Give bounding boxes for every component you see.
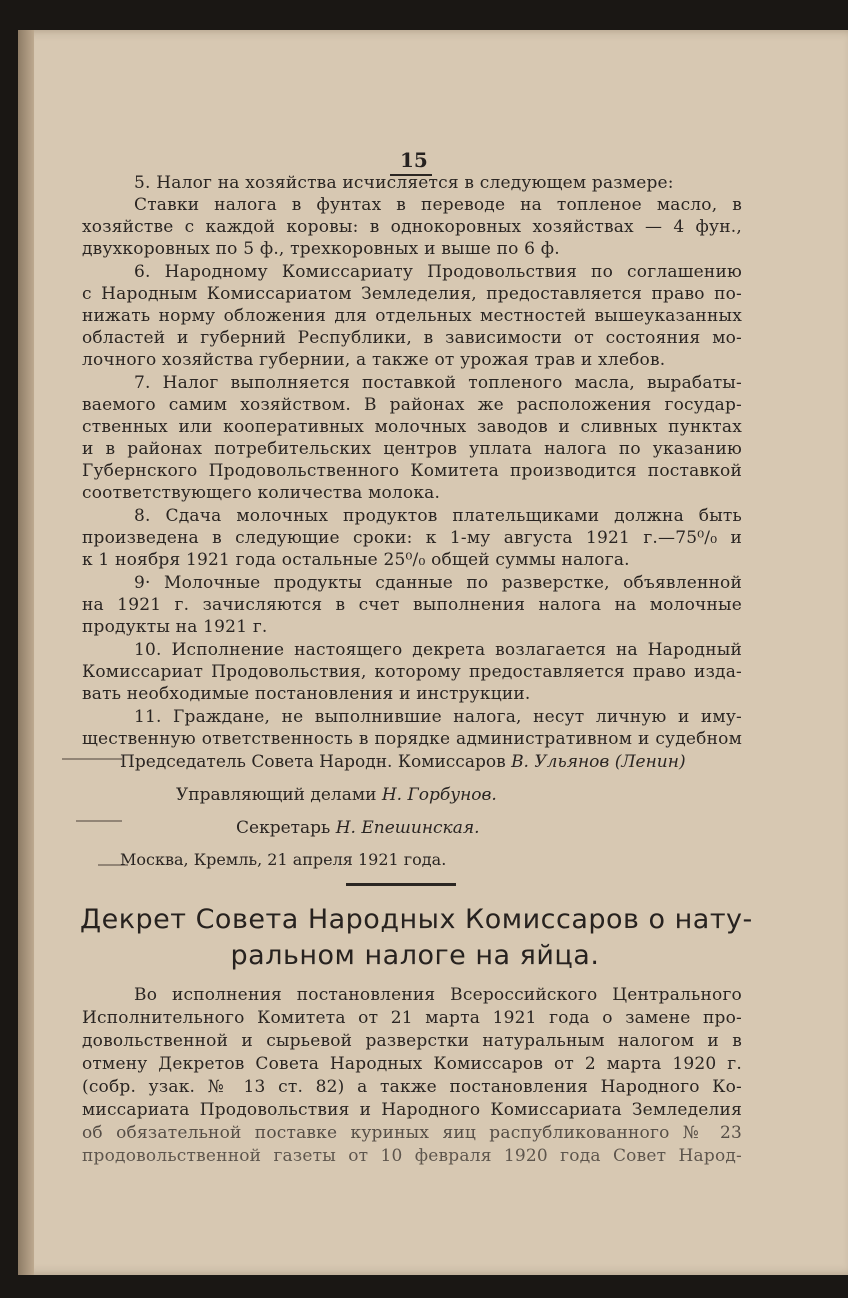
chairman-name: В. Ульянов (Ленин) (511, 752, 686, 772)
manager-title: Управляющий делами (176, 785, 377, 805)
body-line: 9· Молочные продукты сданные по разверстке, объявленной (134, 573, 742, 593)
body-line: двухкоровных по 5 ф., трехкоровных и выше по 6 ф. (82, 239, 560, 259)
decree-line: продовольственной газеты от 10 февраля 1920 года Совет Народ- (82, 1146, 742, 1166)
decree-line: (собр. узак. № 13 ст. 82) а также постановления Народного Ко- (82, 1077, 742, 1097)
page-binding-edge (18, 30, 34, 1275)
body-line: областей и губерний Республики, в зависимости от состояния мо- (82, 328, 742, 348)
decree-line: Во исполнения постановления Всероссийского Центрального (134, 985, 742, 1005)
book-page (18, 30, 848, 1275)
body-line: нижать норму обложения для отдельных местностей вышеуказанных (82, 306, 742, 326)
body-line: щественную ответственность в порядке административном и судебном (82, 729, 742, 749)
signature-secretary (236, 818, 480, 838)
body-line: Губернского Продовольственного Комитета производится поставкой (82, 461, 742, 481)
ink-smudge (62, 758, 122, 760)
place-date: Москва, Кремль, 21 апреля 1921 года. (120, 850, 447, 869)
body-line: на 1921 г. зачисляются в счет выполнения налога на молочные (82, 595, 742, 615)
manager-name: Н. Горбунов. (381, 785, 497, 805)
body-line: произведена в следующие сроки: к 1-му августа 1921 г.—75⁰/₀ и (82, 528, 742, 548)
page-number: 15 (400, 148, 428, 172)
body-line: и в районах потребительских центров уплата налога по указанию (82, 439, 742, 459)
section-separator (346, 883, 456, 886)
body-line: 7. Налог выполняется поставкой топленого масла, вырабаты- (134, 373, 742, 393)
decree-line: об обязательной поставке куриных яиц распубликованного № 23 (82, 1123, 742, 1143)
decree-line: отмену Декретов Совета Народных Комиссаров от 2 марта 1920 г. (82, 1054, 742, 1074)
decree-line: Исполнительного Комитета от 21 марта 1921 года о замене про- (82, 1008, 742, 1028)
signature-manager (176, 785, 497, 805)
body-line: ственных или кооперативных молочных заводов и сливных пунктах (82, 417, 742, 437)
body-line: к 1 ноября 1921 года остальные 25⁰/₀ общей суммы налога. (82, 550, 630, 570)
decree-title-line: Декрет Совета Народных Комиссаров о нату- (80, 904, 753, 935)
body-line: 10. Исполнение настоящего декрета возлагается на Народный (134, 640, 742, 660)
body-line: 6. Народному Комиссариату Продовольствия по соглашению (134, 262, 742, 282)
decree-line: миссариата Продовольствия и Народного Комиссариата Земледелия (82, 1100, 742, 1120)
secretary-title: Секретарь (236, 818, 331, 838)
body-line: 5. Налог на хозяйства исчисляется в следующем размере: (134, 173, 674, 193)
body-line: вать необходимые постановления и инструкции. (82, 684, 531, 704)
body-line: с Народным Комиссариатом Земледелия, предоставляется право по- (82, 284, 742, 304)
decree-title-line: ральном налоге на яйца. (230, 940, 600, 971)
chairman-title: Председатель Совета Народн. Комиссаров (120, 752, 506, 772)
secretary-name: Н. Епешинская. (335, 818, 480, 838)
body-line: Комиссариат Продовольствия, которому предоставляется право изда- (82, 662, 742, 682)
signature-chairman (120, 752, 686, 772)
ink-smudge (76, 820, 122, 822)
body-line: хозяйстве с каждой коровы: в однокоровных хозяйствах — 4 фун., (82, 217, 742, 237)
body-line: 8. Сдача молочных продуктов плательщиками должна быть (134, 506, 742, 526)
body-line: лочного хозяйства губернии, а также от урожая трав и хлебов. (82, 350, 666, 370)
body-line: Ставки налога в фунтах в переводе на топленое масло, в (134, 195, 742, 215)
body-line: ваемого самим хозяйством. В районах же расположения государ- (82, 395, 742, 415)
decree-line: довольственной и сырьевой разверстки натуральным налогом и в (82, 1031, 742, 1051)
body-line: продукты на 1921 г. (82, 617, 268, 637)
body-line: 11. Граждане, не выполнившие налога, несут личную и иму- (134, 707, 742, 727)
body-line: соответствующего количества молока. (82, 483, 441, 503)
